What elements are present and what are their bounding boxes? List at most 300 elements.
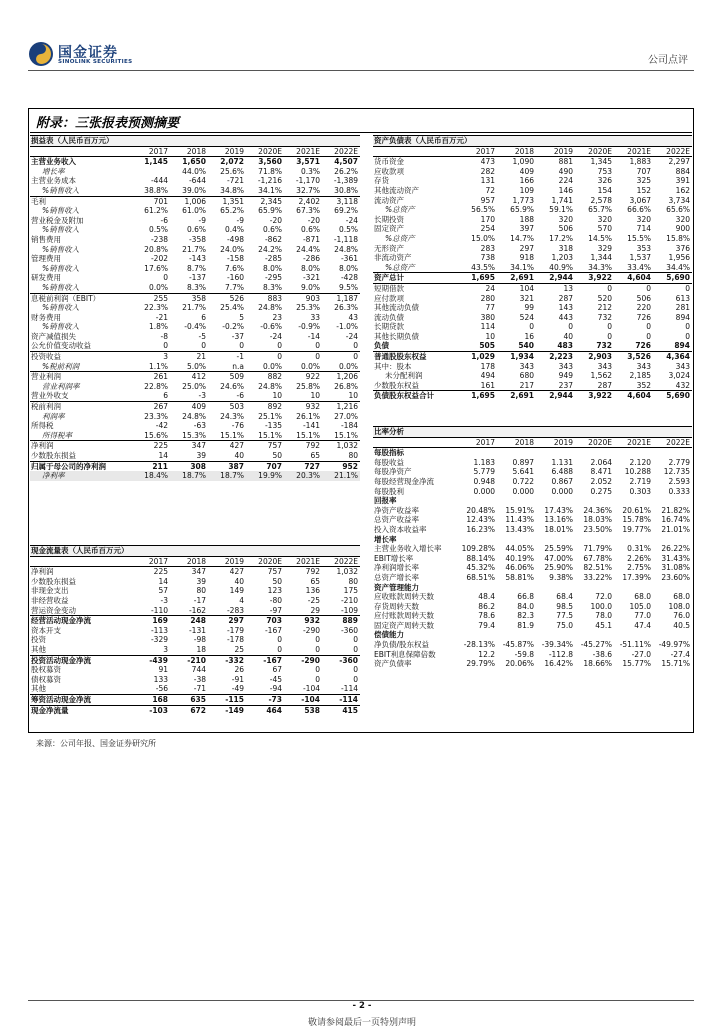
year-header: 2019	[208, 146, 246, 157]
row-value: 109	[519, 185, 534, 195]
row-label: 偿债能力	[374, 630, 404, 640]
row-label: 其他长期负债	[374, 331, 419, 341]
row-value: 146	[558, 185, 573, 195]
table-row	[373, 535, 692, 545]
table-row	[373, 205, 692, 215]
row-value: 9.0%	[300, 282, 320, 292]
table-row	[30, 313, 360, 323]
row-value: 68.0	[673, 592, 690, 602]
row-value: 320	[597, 214, 612, 224]
row-value	[497, 448, 536, 458]
row-label: 公允价值变动收益	[31, 341, 91, 351]
table-row	[30, 235, 360, 245]
row-value: 1,537	[629, 253, 651, 263]
year-header: 2017	[132, 146, 170, 157]
row-label: 净利润增长率	[374, 563, 419, 573]
row-value	[614, 496, 653, 506]
row-label: 投资	[31, 635, 46, 645]
row-label: 长期贷款	[374, 322, 404, 332]
row-value: 68.4	[556, 592, 573, 602]
row-value: 753	[597, 166, 612, 176]
row-value: -428	[340, 273, 358, 283]
year-header: 2022E	[322, 146, 360, 157]
row-label: 股权募资	[31, 665, 61, 675]
row-value: -158	[226, 254, 244, 264]
year-header: 2018	[170, 146, 208, 157]
row-value: 43.5%	[471, 262, 495, 272]
row-value: 16.23%	[466, 524, 495, 534]
row-value: 78.0	[595, 611, 612, 621]
year-header-row	[373, 146, 692, 157]
row-value: 43	[348, 312, 358, 322]
row-value: 320	[675, 214, 690, 224]
row-value: 0.897	[512, 457, 534, 467]
row-label: %销售收入	[42, 244, 80, 254]
row-value: 44.0%	[182, 166, 206, 176]
row-value: -28.13%	[463, 640, 495, 650]
row-value: -20	[269, 215, 282, 225]
row-value: 27.0%	[334, 411, 358, 421]
table-row	[30, 245, 360, 255]
row-value: 524	[519, 312, 534, 322]
row-value: 0	[353, 635, 358, 645]
table-row	[373, 341, 692, 351]
row-value: -6	[236, 391, 244, 401]
row-value: 2.120	[629, 457, 651, 467]
row-value: 99	[524, 303, 534, 313]
row-label: 存货周转天数	[374, 601, 419, 611]
row-value: 5.779	[473, 467, 495, 477]
row-value: 26.22%	[661, 544, 690, 554]
row-value: -283	[226, 605, 244, 615]
row-value: 15.8%	[666, 233, 690, 243]
row-value: 0.303	[629, 486, 651, 496]
row-label: 增长率	[374, 534, 397, 544]
row-value: 225	[153, 567, 168, 577]
row-value: 131	[480, 176, 495, 186]
row-value: 50	[272, 576, 282, 586]
table-row	[30, 264, 360, 274]
row-value: 77.0	[634, 611, 651, 621]
row-value: 283	[480, 243, 495, 253]
row-value: 24.8%	[334, 244, 358, 254]
row-value: 98.5	[556, 601, 573, 611]
row-value: 894	[674, 341, 690, 351]
row-value: 20.3%	[284, 471, 322, 481]
table-row	[373, 244, 692, 254]
year-header: 2022E	[653, 437, 692, 448]
row-value: 3,571	[296, 157, 320, 167]
row-value: 25.0%	[182, 381, 206, 391]
table-row	[30, 577, 360, 587]
row-value: 376	[675, 243, 690, 253]
row-value: 8.7%	[186, 263, 206, 273]
row-value: 34.4%	[666, 262, 690, 272]
row-value: -45	[269, 674, 282, 684]
row-value: 757	[246, 441, 284, 451]
row-value: 12.735	[663, 467, 690, 477]
row-value: 39	[196, 576, 206, 586]
row-value: 100.0	[590, 601, 612, 611]
row-value: 68.0	[634, 592, 651, 602]
row-value: 0.0%	[148, 282, 168, 292]
row-label: 其他	[31, 684, 46, 694]
row-value: 25.4%	[220, 303, 244, 313]
row-value: 212	[597, 303, 612, 313]
row-value: 2,072	[220, 157, 244, 167]
row-value: 1,650	[182, 157, 206, 167]
row-value: -97	[269, 605, 282, 615]
row-label: 少数股东损益	[31, 576, 76, 586]
row-label: 固定资产周转天数	[374, 620, 434, 630]
document-type: 公司点评	[648, 55, 688, 66]
row-value: -59.8	[514, 649, 534, 659]
row-value: 0.948	[473, 476, 495, 486]
table-row	[30, 596, 360, 606]
row-label: 主营业务收入增长率	[374, 544, 442, 554]
year-header: 2017	[458, 437, 497, 448]
row-value: 3,922	[575, 391, 614, 401]
row-value: 1,351	[208, 196, 246, 206]
table-row	[30, 402, 360, 412]
row-label: 投资收益	[30, 352, 132, 362]
row-value: -1,170	[295, 176, 320, 186]
row-value: 320	[636, 214, 651, 224]
row-value: 82.3	[517, 611, 534, 621]
table-row	[30, 635, 360, 645]
row-value: 21.01%	[661, 524, 690, 534]
table-row	[373, 640, 692, 650]
year-header: 2019	[208, 556, 246, 567]
ratios-title: 比率分析	[373, 427, 692, 438]
row-value: -110	[150, 605, 168, 615]
table-row	[373, 167, 692, 177]
row-value: 2.064	[590, 457, 612, 467]
row-value: 18.4%	[132, 471, 170, 481]
row-label: %销售收入	[42, 322, 80, 332]
row-value: 5,690	[653, 391, 692, 401]
table-row	[373, 283, 692, 293]
row-value: 22.3%	[144, 303, 168, 313]
row-value: 287	[597, 380, 612, 390]
row-value: 0.0%	[262, 361, 282, 371]
row-value: 0.6%	[262, 225, 282, 235]
year-header-row	[30, 556, 360, 567]
row-label: 非现金支出	[31, 586, 69, 596]
row-value: -238	[150, 234, 168, 244]
row-value: 3,734	[668, 195, 690, 205]
row-value: 6.488	[551, 467, 573, 477]
row-value: 326	[597, 176, 612, 186]
row-value: 24.36%	[583, 505, 612, 515]
row-label: 非经营收益	[31, 595, 69, 605]
year-header-row	[30, 146, 360, 157]
table-row	[30, 186, 360, 196]
row-value: 287	[558, 293, 573, 303]
row-value: 320	[558, 214, 573, 224]
row-value: 490	[558, 166, 573, 176]
row-value	[536, 496, 575, 506]
row-value: 3,067	[629, 195, 651, 205]
row-value: 358	[170, 293, 208, 303]
row-value: 707	[246, 461, 284, 471]
row-value: -160	[226, 273, 244, 283]
row-value: 65.2%	[220, 206, 244, 216]
table-row	[30, 441, 360, 451]
row-value: 3,922	[575, 273, 614, 284]
row-value: 24.2%	[258, 244, 282, 254]
table-row	[373, 332, 692, 342]
row-value: 175	[343, 586, 358, 596]
row-value: 0	[614, 283, 653, 293]
row-value: 0	[568, 322, 573, 332]
row-label: 净利率	[30, 471, 132, 481]
income-statement-table	[30, 135, 360, 481]
row-value: 68.51%	[466, 572, 495, 582]
row-value: 114	[480, 322, 495, 332]
row-value: 889	[322, 616, 360, 626]
row-value: 1.131	[551, 457, 573, 467]
row-value: 415	[322, 705, 360, 715]
row-value: -51.11%	[619, 640, 651, 650]
row-value: 10	[348, 391, 358, 401]
row-value: 33.22%	[583, 572, 612, 582]
row-value: 2,402	[284, 196, 322, 206]
table-row	[30, 431, 360, 441]
row-value: 714	[636, 224, 651, 234]
row-value: 18	[196, 644, 206, 654]
table-row	[30, 352, 360, 362]
row-value: 918	[519, 253, 534, 263]
row-label: 其他	[31, 644, 46, 654]
row-value: 15.6%	[144, 430, 168, 440]
row-value: -1.0%	[336, 322, 358, 332]
row-label: 每股股利	[374, 486, 404, 496]
row-value: 297	[519, 243, 534, 253]
row-value: 10.288	[624, 467, 651, 477]
row-value: 254	[480, 224, 495, 234]
table-row	[30, 586, 360, 596]
row-value: -498	[226, 234, 244, 244]
cashflow-title: 现金流量表（人民币百万元）	[30, 546, 360, 557]
row-value: 0.000	[473, 486, 495, 496]
row-label: 归属于母公司的净利润	[30, 461, 132, 471]
row-value: -71	[193, 684, 206, 694]
row-label: EBIT增长率	[374, 553, 414, 563]
row-value: 881	[558, 157, 573, 167]
row-value: 329	[597, 243, 612, 253]
row-value: -20	[307, 215, 320, 225]
row-value: 14	[158, 576, 168, 586]
row-value: 61.2%	[144, 206, 168, 216]
row-value: 0	[607, 331, 612, 341]
row-value: -76	[231, 421, 244, 431]
row-value: 14.5%	[588, 233, 612, 243]
row-value: 109.28%	[461, 544, 495, 554]
row-label: 其中：股本	[374, 361, 412, 371]
table-row	[373, 362, 692, 372]
table-row	[373, 381, 692, 391]
row-value: 0.0%	[338, 361, 358, 371]
table-row	[373, 506, 692, 516]
row-value: 66.8	[517, 592, 534, 602]
row-value: 727	[284, 461, 322, 471]
row-value: -45.87%	[502, 640, 534, 650]
row-label: 息税前利润（EBIT）	[30, 293, 132, 303]
row-value: -24	[345, 331, 358, 341]
year-header: 2021E	[284, 556, 322, 567]
section-title: 附录：三张报表预测摘要	[36, 116, 180, 131]
row-value: 2,691	[497, 273, 536, 284]
row-value: 15.78%	[622, 515, 651, 525]
table-row	[373, 583, 692, 593]
row-value: -1,118	[333, 234, 358, 244]
row-value: 47.4	[634, 620, 651, 630]
row-value: 40.9%	[549, 262, 573, 272]
row-value: 40	[234, 451, 244, 460]
page-header	[0, 0, 724, 80]
row-value: 792	[284, 441, 322, 451]
row-value: 10	[310, 391, 320, 401]
table-row	[373, 611, 692, 621]
row-label: 净负债/股东权益	[374, 640, 430, 650]
row-value: 427	[229, 567, 244, 577]
row-value: 3	[132, 352, 170, 362]
row-value	[653, 583, 692, 593]
row-value: -24	[269, 331, 282, 341]
row-value: 24.8%	[258, 381, 282, 391]
row-value: 38.8%	[144, 185, 168, 195]
row-value: 1,187	[322, 293, 360, 303]
row-value: 701	[132, 196, 170, 206]
row-value: 1,934	[497, 352, 536, 362]
table-row	[30, 372, 360, 382]
row-value: 81.9	[517, 620, 534, 630]
table-row	[373, 650, 692, 660]
row-value: 20.06%	[505, 659, 534, 669]
year-header-row	[373, 437, 692, 448]
row-value: 18.7%	[170, 471, 208, 481]
row-value: 15.5%	[627, 233, 651, 243]
table-row	[373, 186, 692, 196]
table-row	[373, 352, 692, 362]
row-value: 1,029	[458, 352, 497, 362]
row-value: 0.722	[512, 476, 534, 486]
row-value: 224	[558, 176, 573, 186]
row-value: 506	[558, 224, 573, 234]
row-value: 33.4%	[627, 262, 651, 272]
row-value: 613	[675, 293, 690, 303]
row-value: -644	[188, 176, 206, 186]
row-value: 3	[163, 644, 168, 654]
row-value: 321	[519, 293, 534, 303]
row-value: -5	[198, 331, 206, 341]
row-value: 143	[558, 303, 573, 313]
row-value: 220	[636, 303, 651, 313]
table-row	[30, 332, 360, 342]
row-value: 903	[284, 293, 322, 303]
table-row	[30, 606, 360, 616]
row-value: -14	[307, 331, 320, 341]
row-value: -42	[155, 421, 168, 431]
row-value: -871	[302, 234, 320, 244]
row-value: 61.0%	[182, 206, 206, 216]
row-value: 526	[208, 293, 246, 303]
row-value: -24	[345, 215, 358, 225]
row-label: 普通股股东权益	[373, 352, 458, 362]
row-value: 136	[305, 586, 320, 596]
row-value: 0	[315, 674, 320, 684]
row-value	[497, 583, 536, 593]
row-value: 0	[163, 341, 168, 351]
row-label: 毛利	[30, 196, 132, 206]
row-value: 2,944	[536, 273, 575, 284]
table-row	[373, 515, 692, 525]
table-row	[30, 655, 360, 665]
row-value: 0	[353, 674, 358, 684]
row-value: 0	[322, 352, 360, 362]
row-value: 71.8%	[258, 166, 282, 176]
table-row	[373, 448, 692, 458]
row-value: 23.60%	[661, 572, 690, 582]
row-label: 其他流动资产	[374, 185, 419, 195]
row-value: -141	[302, 421, 320, 431]
row-label: 研发费用	[31, 273, 61, 283]
row-value: 21	[170, 352, 208, 362]
row-label: 财务费用	[31, 312, 61, 322]
row-value: 6	[163, 391, 168, 401]
row-value: 26.1%	[296, 411, 320, 421]
year-header: 2022E	[322, 556, 360, 567]
row-value: 44.05%	[505, 544, 534, 554]
row-label: 应付账款周转天数	[374, 611, 434, 621]
row-value: 21.7%	[182, 244, 206, 254]
row-value: 21.7%	[182, 303, 206, 313]
table-row	[373, 176, 692, 186]
row-value: 0	[646, 331, 651, 341]
row-value: 1,206	[322, 372, 360, 382]
row-value: 347	[191, 567, 206, 577]
row-value: 25.8%	[296, 381, 320, 391]
row-value: 1,956	[668, 253, 690, 263]
row-label: 税前利润	[30, 402, 132, 412]
row-label: %销售收入	[42, 263, 80, 273]
row-value	[497, 496, 536, 506]
row-value: -285	[264, 254, 282, 264]
row-value: 15.0%	[471, 233, 495, 243]
row-value: 59.1%	[549, 205, 573, 215]
row-value: 8.0%	[300, 263, 320, 273]
row-value: 892	[246, 402, 284, 412]
table-row	[30, 341, 360, 351]
row-value: 922	[284, 372, 322, 382]
row-value: 80	[196, 586, 206, 596]
row-value: 509	[208, 372, 246, 382]
row-label: 货币资金	[374, 157, 404, 167]
row-value: -3	[198, 391, 206, 401]
row-value: 282	[480, 166, 495, 176]
source-note: 来源：公司年报、国金证券研究所	[36, 739, 156, 748]
row-value: 13	[536, 283, 575, 293]
row-value: 188	[519, 214, 534, 224]
row-value	[653, 496, 692, 506]
row-value	[458, 583, 497, 593]
row-value: 12.2	[478, 649, 495, 659]
row-value: 2.26%	[627, 553, 651, 563]
row-value: 9.5%	[338, 282, 358, 292]
row-value: 0	[277, 635, 282, 645]
row-value: 0	[315, 635, 320, 645]
